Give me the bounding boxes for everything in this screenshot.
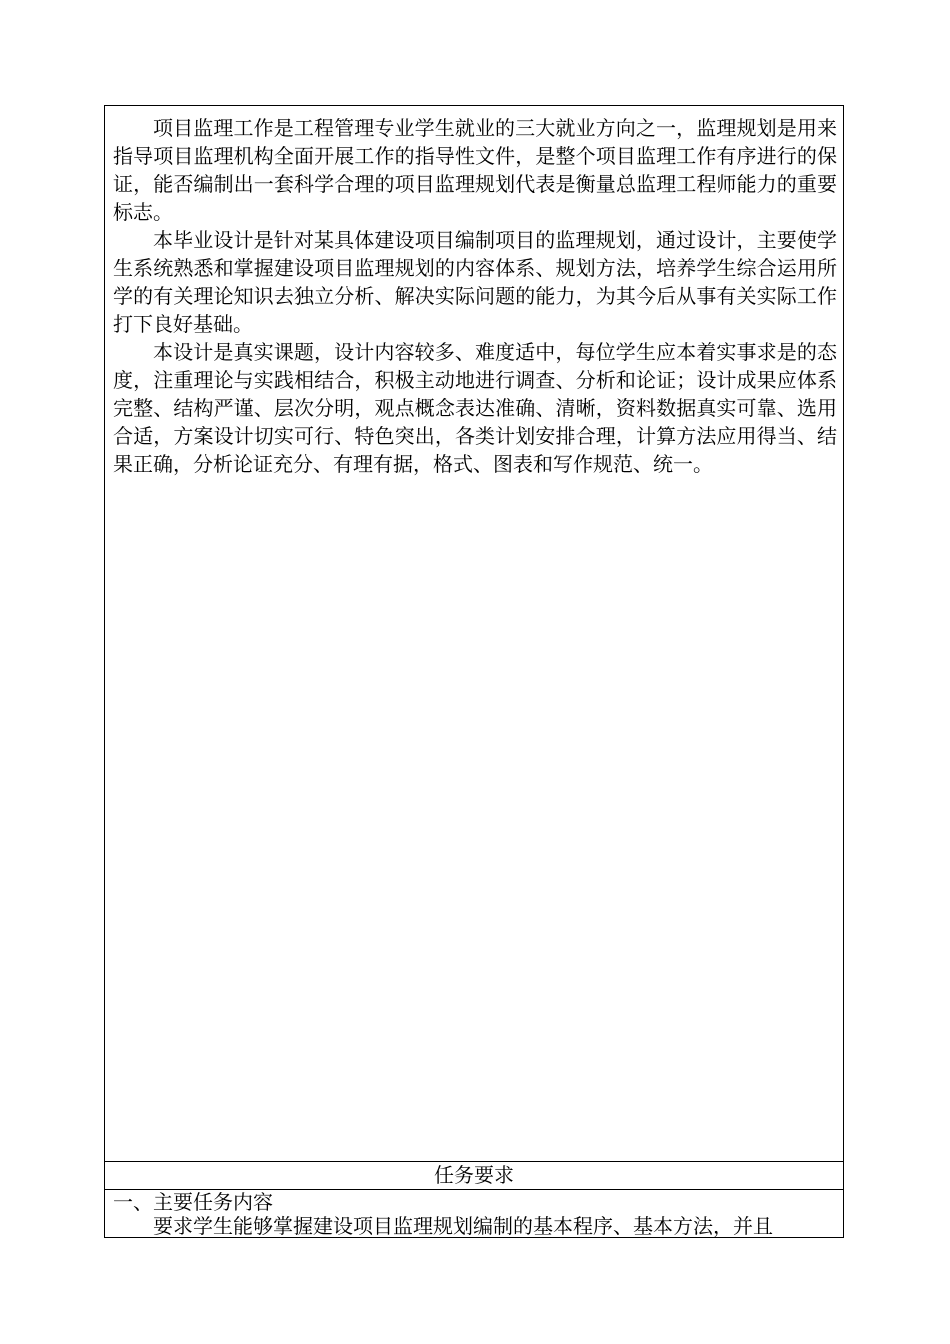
task-heading: 一、主要任务内容 bbox=[113, 1190, 273, 1214]
section-header: 任务要求 bbox=[105, 1162, 843, 1190]
paragraph-2: 本毕业设计是针对某具体建设项目编制项目的监理规划，通过设计，主要使学生系统熟悉和掌握建设项目监理规划的内容体系、规划方法，培养学生综合运用所学的有关理论知识去独立分析、解决实际问题的能力，为其今后从事有关实际工作打下良好基础。 bbox=[113, 228, 837, 336]
task-first-line: 要求学生能够掌握建设项目监理规划编制的基本程序、基本方法，并且 bbox=[153, 1214, 773, 1237]
paragraph-3: 本设计是真实课题，设计内容较多、难度适中，每位学生应本着实事求是的态度，注重理论与实践相结合，积极主动地进行调查、分析和论证；设计成果应体系完整、结构严谨、层次分明，观点概念表达准确、清晰，资料数据真实可靠、选用合适，方案设计切实可行、特色突出，各类计划安排合理，计算方法应用得当、结果正确，分析论证充分、有理有据，格式、图表和写作规范、统一。 bbox=[113, 340, 837, 476]
paragraph-1: 项目监理工作是工程管理专业学生就业的三大就业方向之一，监理规划是用来指导项目监理机构全面开展工作的指导性文件，是整个项目监理工作有序进行的保证，能否编制出一套科学合理的项目监理规划代表是衡量总监理工程师能力的重要标志。 bbox=[113, 116, 837, 224]
form-table bbox=[104, 105, 844, 1238]
task-content-cell bbox=[105, 1190, 843, 1237]
design-description-cell bbox=[105, 106, 843, 1162]
